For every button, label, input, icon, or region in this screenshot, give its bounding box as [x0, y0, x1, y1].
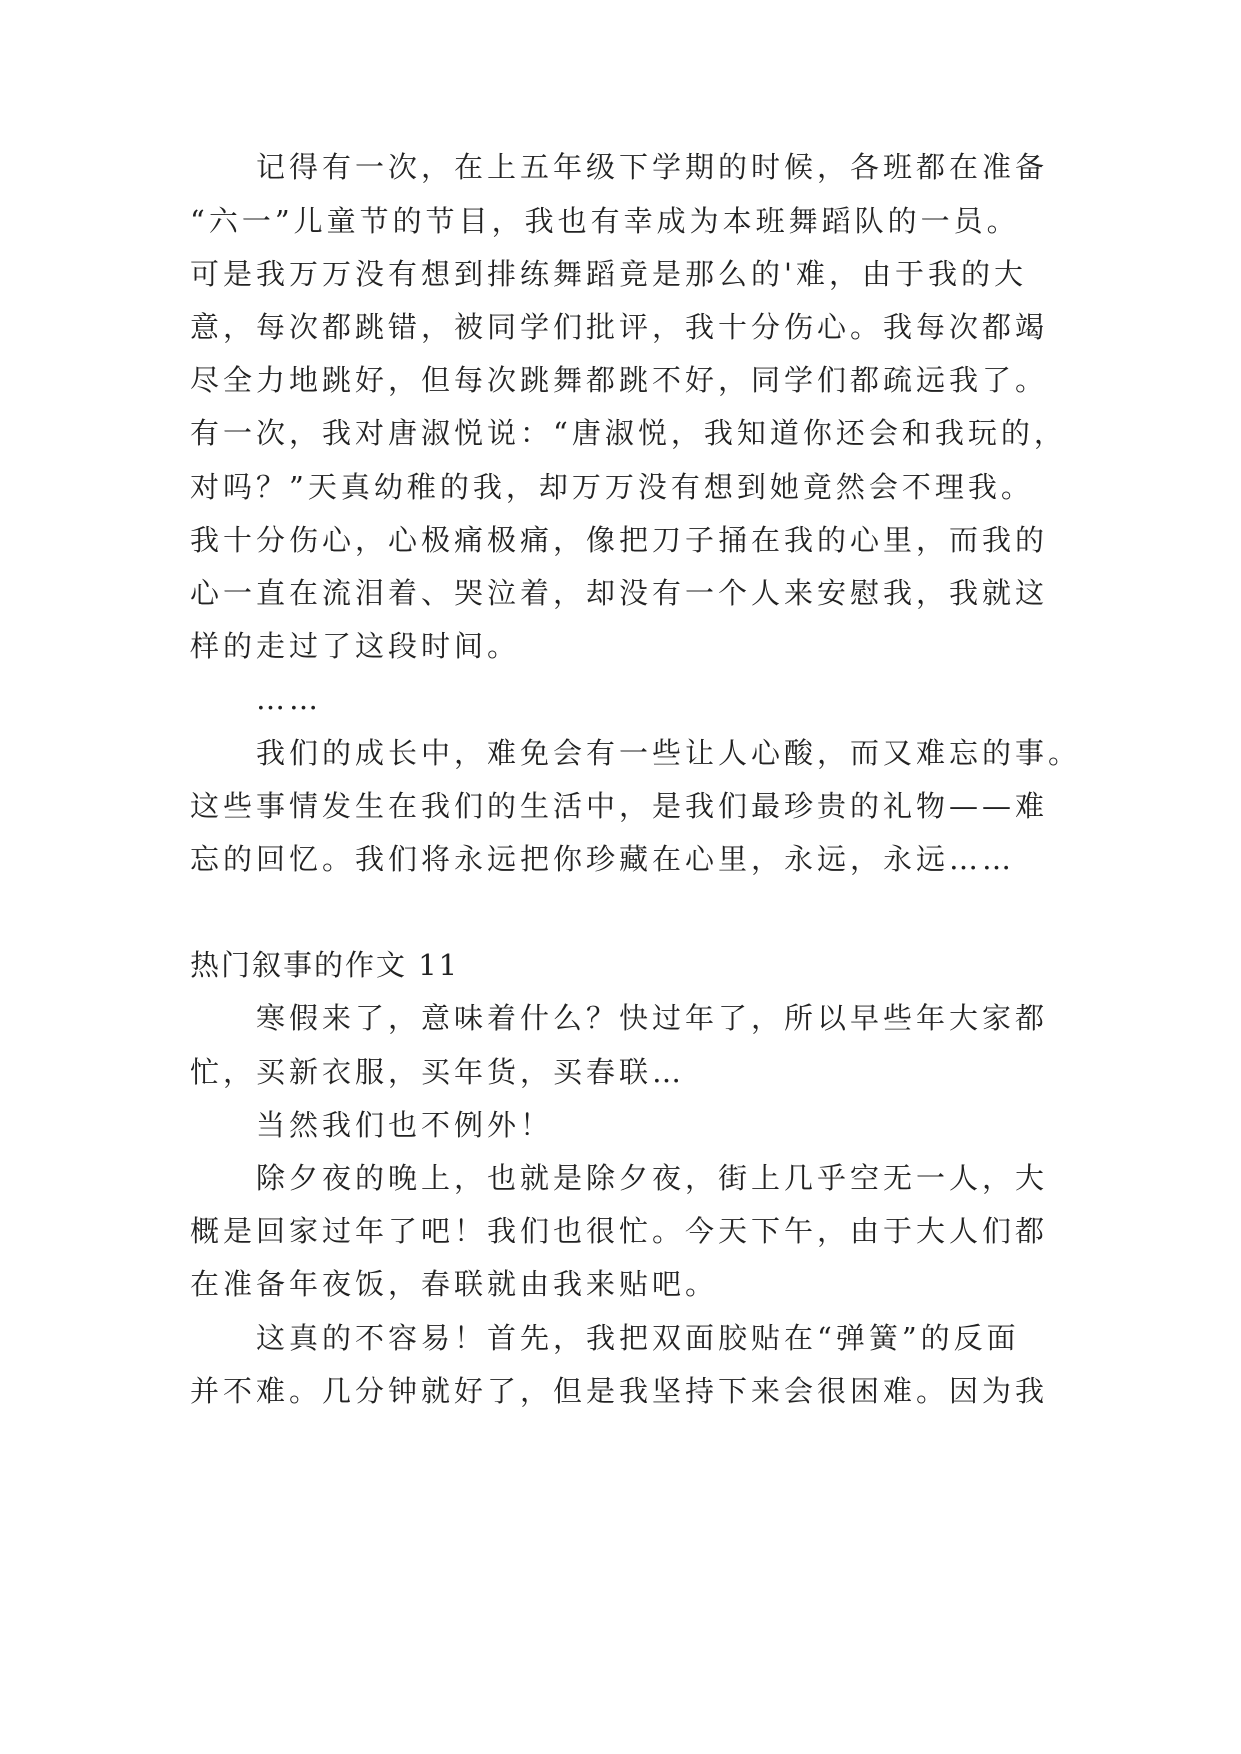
paragraph-line: “六一”儿童节的节目，我也有幸成为本班舞蹈队的一员。 [190, 204, 1020, 238]
paragraph-line: 忘的回忆。我们将永远把你珍藏在心里，永远，永远…… [190, 842, 1016, 876]
paragraph-line: 样的走过了这段时间。 [190, 629, 521, 663]
paragraph-line: 忙，买新衣服，买年货，买春联… [190, 1055, 686, 1089]
paragraph-line: 这真的不容易！首先，我把双面胶贴在“弹簧”的反面 [256, 1321, 1020, 1355]
paragraph-line: 寒假来了，意味着什么？快过年了，所以早些年大家都 [256, 1001, 1049, 1035]
paragraph-line: 概是回家过年了吧！我们也很忙。今天下午，由于大人们都 [190, 1214, 1049, 1248]
paragraph-line: 我们的成长中，难免会有一些让人心酸，而又难忘的事。 [256, 736, 1082, 770]
paragraph-line: 对吗？”天真幼稚的我，却万万没有想到她竟然会不理我。 [190, 470, 1034, 504]
paragraph-line: 记得有一次，在上五年级下学期的时候，各班都在准备 [256, 150, 1049, 184]
ellipsis-line: …… [256, 682, 322, 716]
paragraph-line: 可是我万万没有想到排练舞蹈竟是那么的'难，由于我的大 [190, 257, 1027, 291]
paragraph-line: 除夕夜的晚上，也就是除夕夜，街上几乎空无一人，大 [256, 1161, 1049, 1195]
section-heading: 热门叙事的作文 11 [190, 948, 460, 982]
paragraph-line: 在准备年夜饭，春联就由我来贴吧。 [190, 1267, 719, 1301]
paragraph-line: 我十分伤心，心极痛极痛，像把刀子捅在我的心里，而我的 [190, 523, 1049, 557]
paragraph-line: 有一次，我对唐淑悦说：“唐淑悦，我知道你还会和我玩的， [190, 416, 1067, 450]
paragraph-line: 心一直在流泪着、哭泣着，却没有一个人来安慰我，我就这 [190, 576, 1049, 610]
paragraph-line: 意，每次都跳错，被同学们批评，我十分伤心。我每次都竭 [190, 310, 1049, 344]
paragraph-line: 这些事情发生在我们的生活中，是我们最珍贵的礼物——难 [190, 789, 1049, 823]
paragraph-line: 并不难。几分钟就好了，但是我坚持下来会很困难。因为我 [190, 1374, 1049, 1408]
paragraph-line: 当然我们也不例外！ [256, 1108, 554, 1142]
paragraph-line: 尽全力地跳好，但每次跳舞都跳不好，同学们都疏远我了。 [190, 363, 1049, 397]
